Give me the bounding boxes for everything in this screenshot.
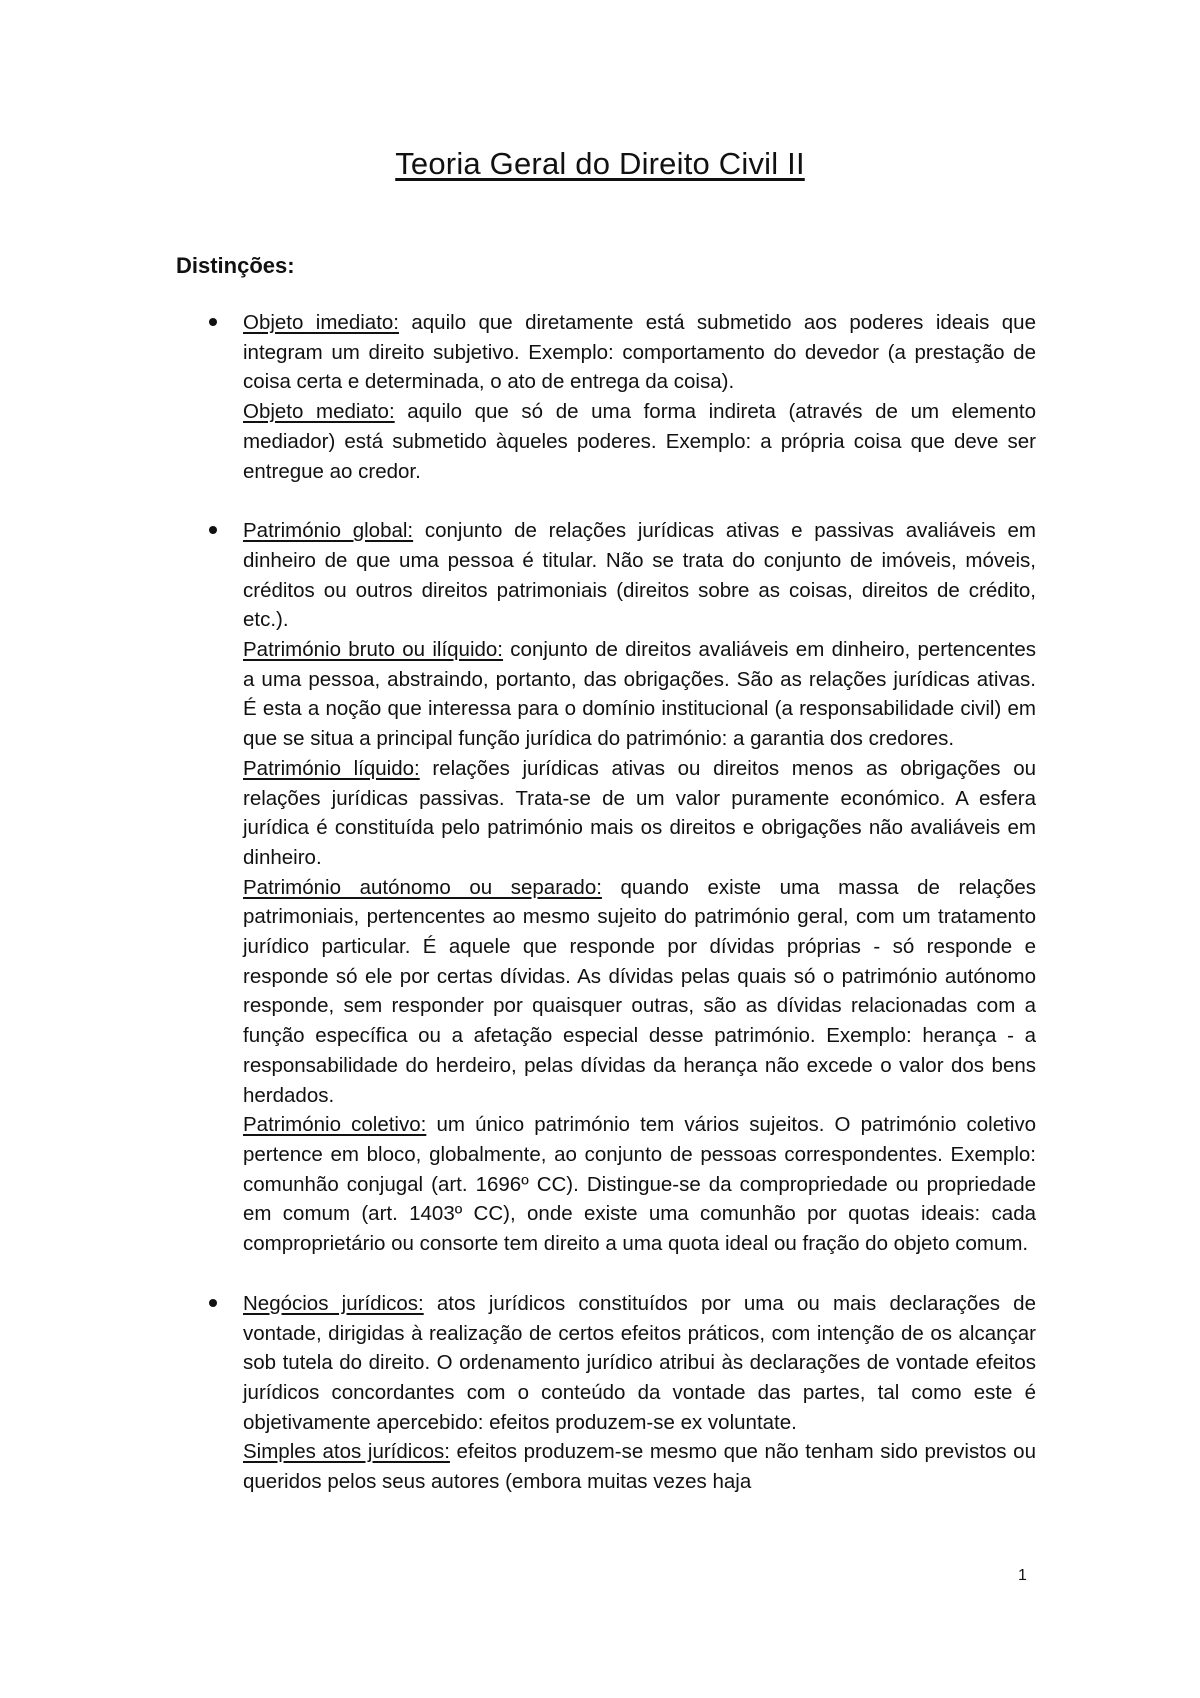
paragraph [243,873,1036,1111]
paragraph [243,397,1036,486]
bullet-icon [209,526,217,534]
list-item-patrimonio [176,516,1036,1259]
paragraph [243,754,1036,873]
paragraph [243,1289,1036,1438]
defined-term: Objeto imediato: [243,311,399,334]
document-title: Teoria Geral do Direito Civil II [395,146,805,181]
paragraph [243,308,1036,397]
paragraph [243,1437,1036,1496]
list-item-negocios [176,1289,1036,1497]
defined-term: Simples atos jurídicos: [243,1440,450,1464]
definition-text: atos jurídicos constituídos por uma ou mais declarações de vontade, dirigidas à realização de certos efeitos práticos, com intenção de os alcançar sob tutela do direito. O ordenamento jurídico atribui às declarações de vontade efeitos jurídicos concordantes com o conteúdo da vontade das partes, tal como este é objetivamente apercebido: efeitos produzem-se ex voluntate. [243,1291,1036,1434]
definition-text: conjunto de relações jurídicas ativas e passivas avaliáveis em dinheiro de que uma pessoa é titular. Não se trata do conjunto de imóveis, móveis, créditos ou outros direitos patrimoniais (direitos sobre as coisas, direitos de crédito, etc.). [243,519,1036,632]
list-item-objeto [176,308,1036,486]
defined-term: Património bruto ou ilíquido: [243,638,504,662]
bullet-icon [209,318,217,326]
defined-term: Objeto mediato: [243,400,395,424]
bullet-icon [209,1299,217,1307]
defined-term: Património coletivo: [243,1113,427,1137]
definition-text: aquilo que só de uma forma indireta (através de um elemento mediador) está submetido àqueles poderes. Exemplo: a própria coisa que deve ser entregue ao credor. [243,400,1036,483]
definition-text: um único património tem vários sujeitos. O património coletivo pertence em bloco, globalmente, ao conjunto de pessoas correspondentes. Exemplo: comunhão conjugal (art. 1696º CC). Distingue-se da compropriedade ou propriedade em comum (art. 1403º CC), onde existe uma comunhão por quotas ideais: cada comproprietário ou consorte tem direito a uma quota ideal ou fração do objeto comum. [243,1113,1036,1256]
definition-text: aquilo que diretamente está submetido aos poderes ideais que integram um direito subjetivo. Exemplo: comportamento do devedor (a prestação de coisa certa e determinada, o ato de entrega da coisa). [243,311,1036,394]
defined-term: Negócios jurídicos: [243,1291,424,1315]
section-heading: Distinções: [176,253,295,278]
paragraph [243,1110,1036,1259]
defined-term: Património global: [243,519,414,543]
paragraph [243,635,1036,754]
definition-text: efeitos produzem-se mesmo que não tenham sido previstos ou queridos pelos seus autores (embora muitas vezes haja [243,1440,1036,1494]
definition-text: relações jurídicas ativas ou direitos menos as obrigações ou relações jurídicas passivas. Trata-se de um valor puramente económico. A esfera jurídica é constituída pelo património mais os direitos e obrigações não avaliáveis em dinheiro. [243,756,1036,869]
definition-text: conjunto de direitos avaliáveis em dinheiro, pertencentes a uma pessoa, abstraindo, portanto, das obrigações. São as relações jurídicas ativas. É esta a noção que interessa para o domínio institucional (a responsabilidade civil) em que se situa a principal função jurídica do património: a garantia dos credores. [243,638,1037,751]
bullet-list [176,308,1036,1527]
definition-text: quando existe uma massa de relações patrimoniais, pertencentes ao mesmo sujeito do património geral, com um tratamento jurídico particular. É aquele que responde por dívidas próprias - só responde e responde só ele por certas dívidas. As dívidas pelas quais só o património autónomo responde, sem responder por quaisquer outras, são as dívidas relacionadas com a função específica ou a afetação especial desse património. Exemplo: herança - a responsabilidade do herdeiro, pelas dívidas da herança não excede o valor dos bens herdados. [243,875,1037,1107]
paragraph [243,516,1036,635]
defined-term: Património líquido: [243,756,420,780]
page-number: 1 [1018,1567,1027,1584]
defined-term: Património autónomo ou separado: [243,875,602,899]
